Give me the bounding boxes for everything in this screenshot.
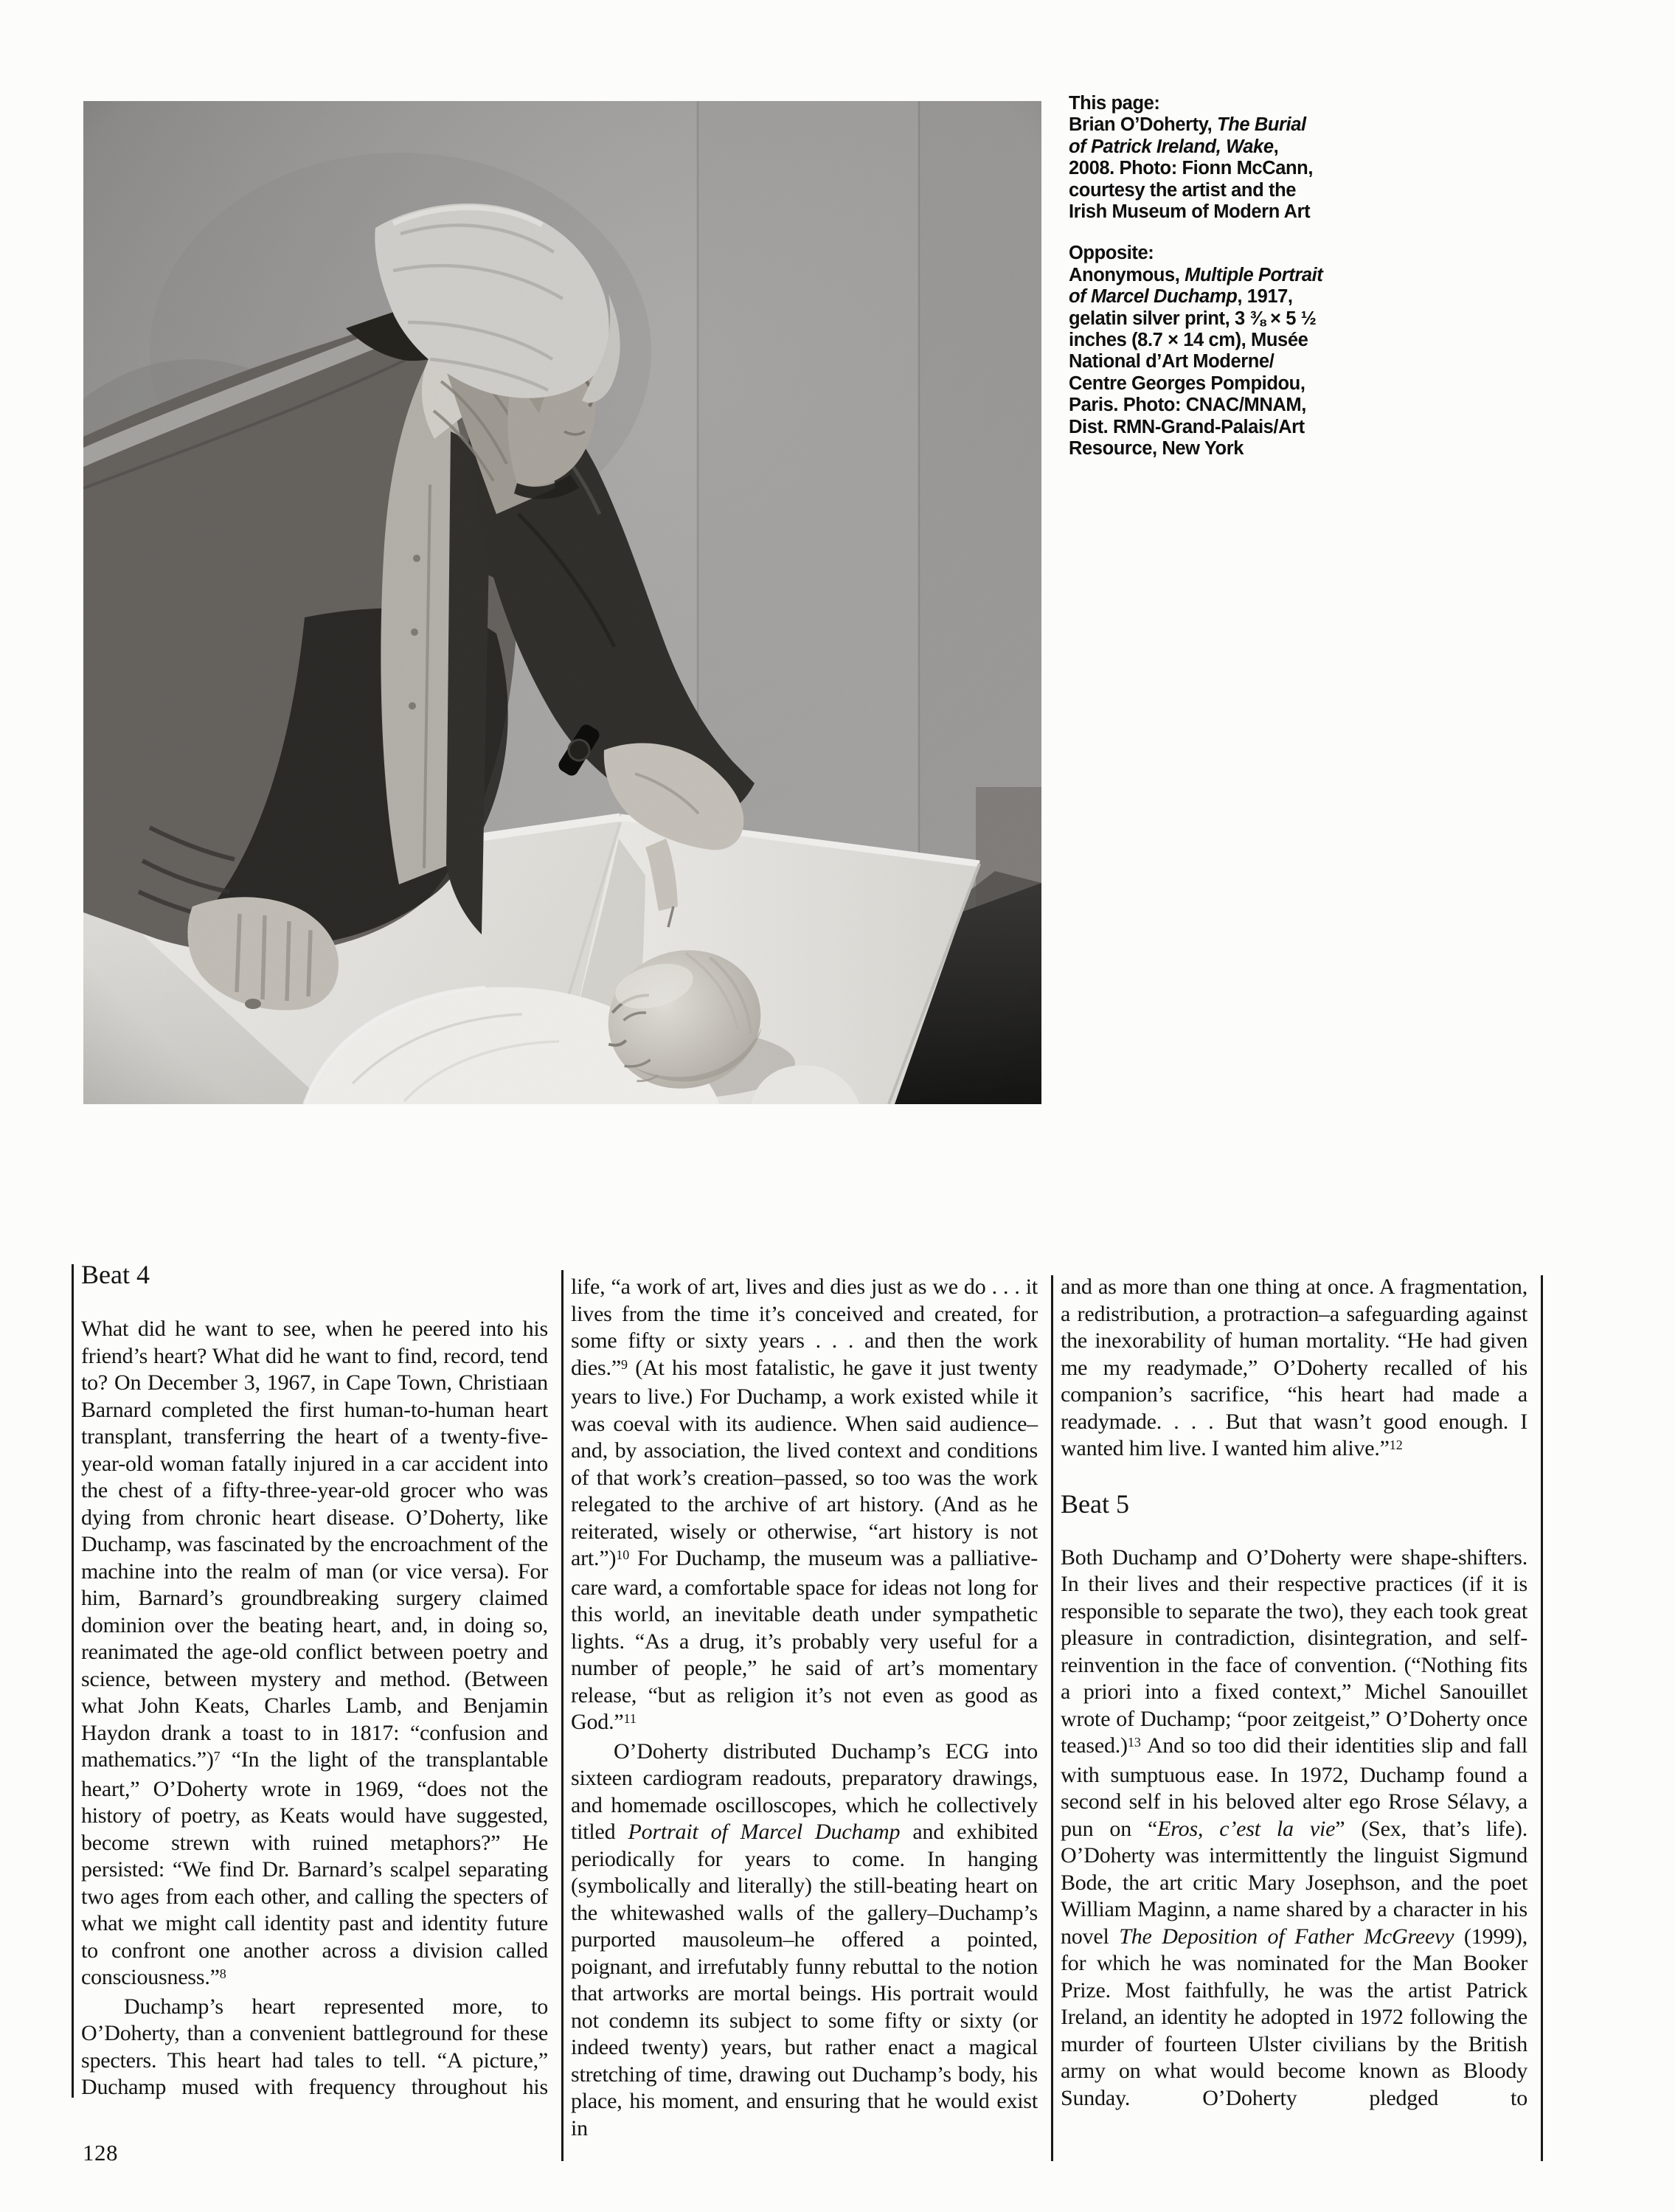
column-rule-middle-1 [561,1270,563,2161]
caption-line [1069,417,1511,438]
text-run: inches (8.7 × 14 cm), Musée [1069,330,1308,351]
text-run: Opposite: [1069,243,1154,264]
text-run: life, “a work of art, lives and dies just as we do . . . it lives from the time it’s conceived and created, for some fifty or sixty years . . . and then the work dies.” [571,1275,1038,1380]
body-paragraph [81,1994,548,2101]
footnote-marker: 10 [616,1547,630,1563]
text-run: , 1917, [1237,286,1293,308]
caption-line [1069,158,1511,179]
footnote-marker: 8 [219,1966,226,1982]
text-column-3 [1061,1274,1527,2112]
body-paragraph [571,1738,1038,2143]
text-run: This page: [1069,93,1160,114]
text-run: (1999), for which he was nominated for the Man Booker Prize. Most faithfully, he was the artist Patrick Ireland, an identity he adopted in 1972 following the murder of fourteen Ulster civilians by the British army on what would become known as Bloody Sunday. O’Doherty pledged to [1061,1924,1528,2110]
text-run: Duchamp’s heart represented more, to O’Doherty, than a convenient battleground for these specters. This heart had tales to tell. “A picture,” Duchamp mused with frequency throughout his [81,1994,548,2099]
caption-line [1069,243,1511,264]
body-paragraph [1061,1274,1527,1465]
italic-title: Portrait of Marcel Duchamp [628,1820,901,1844]
caption-line [1069,351,1511,372]
text-run: Paris. Photo: CNAC/MNAM, [1069,395,1306,416]
body-paragraph [81,1316,548,1994]
text-run: And so too did their identities slip and fall with sumptuous ease. In 1972, Duchamp found a second self in his beloved alter ego Rrose Sélavy, a pun on “ [1061,1733,1527,1841]
text-run: Anonymous, [1069,264,1185,285]
column-rule-right [1541,1275,1543,2161]
text-run: Resource, New York [1069,438,1244,460]
caption-line [1069,308,1511,330]
italic-title: The Burial [1217,114,1306,136]
text-run: For Duchamp, the museum was a palliative-care ward, a comfortable space for ideas not long for this world, an inevitable death under sympathetic lights. “As a drug, it’s probably very useful for a number of people,” he said of art’s momentary release, “but as religion it’s not even as good as God.” [571,1546,1038,1734]
beat-heading: Beat 4 [81,1260,150,1289]
text-run: 2008. Photo: Fionn McCann, [1069,158,1314,179]
text-run: Dist. RMN-Grand-Palais/Art [1069,416,1305,437]
photo-captions [1069,93,1511,480]
text-run: gelatin silver print, 3 ⅜ × 5 ½ [1069,308,1317,329]
caption-line [1069,201,1511,223]
caption-line [1069,373,1511,395]
photo-illustration [83,101,1041,1104]
caption-line [1069,265,1511,286]
footnote-marker: 13 [1127,1735,1141,1750]
caption-line [1069,286,1511,308]
italic-title: Multiple Portrait [1185,264,1323,285]
text-run: and exhibited periodically for years to come. In hanging (symbolically and literally) the still-beating heart on the whitewashed walls of the gallery–Duchamp’s purported mausoleum–he offered a pointed, poignant, and irrefutably funny rebuttal to the notion that artworks are mortal beings. His portrait would not condemn its subject to some fifty or sixty (or indeed twenty) years, but rather enact a magical stretching of time, drawing out Duchamp’s body, his place, his moment, and ensuring that he would exist in [571,1820,1038,2140]
text-run: courtesy the artist and the [1069,179,1297,201]
italic-title: The Deposition of Father McGreevy [1119,1924,1454,1949]
column-rule-left [72,1264,74,2098]
caption-line [1069,395,1511,416]
footnote-marker: 11 [623,1711,637,1727]
italic-title: of Marcel Duchamp [1069,286,1238,308]
footnote-marker: 9 [620,1356,628,1372]
text-run: , [1273,136,1279,157]
text-run: and as more than one thing at once. A fragmentation, a redistribution, a protraction–a safeguarding against the inexorability of human mortality. “He had given me my readymade,” O’Doherty recalled of his companion’s sacrifice, “his heart had made a readymade. . . . But that wasn’t good enough. I wanted him live. I wanted him alive.” [1061,1275,1527,1460]
film-grain [83,101,1041,1104]
italic-title: Eros, c’est la vie [1157,1816,1336,1841]
text-run: Centre Georges Pompidou, [1069,372,1305,394]
caption-line [1069,180,1511,201]
footnote-marker: 12 [1389,1438,1403,1453]
text-run: (At his most fatalistic, he gave it just twenty years to live.) For Duchamp, a work existed while it was coeval with its audience. When said audience–and, by association, the lived context and conditions of that work’s creation–passed, so too was the work relegated to the archive of art history. (And as he reiterated, wisely or otherwise, “art history is not art.”) [571,1355,1038,1570]
page-number: 128 [83,2140,118,2166]
text-run: National d’Art Moderne/ [1069,351,1275,372]
caption-block [1069,93,1511,223]
italic-title: of Patrick Ireland, Wake [1069,136,1274,157]
footnote-marker: 7 [213,1749,221,1764]
caption-line [1069,438,1511,460]
caption-line [1069,136,1511,158]
text-run: O’Doherty distributed Duchamp’s ECG into sixteen cardiogram readouts, preparatory drawings, and homemade oscilloscopes, which he collectively titled [571,1738,1038,1844]
caption-block [1069,243,1511,460]
photo-burial-of-patrick-ireland-wake [83,101,1041,1104]
text-run: Irish Museum of Modern Art [1069,201,1311,223]
text-run: Brian O’Doherty, [1069,114,1218,136]
text-run: Both Duchamp and O’Doherty were shape-shifters. In their lives and their respective practices (if it is responsible to separate the two), they each took great pleasure in contradiction, disintegration, and self-reinvention in the face of convention. (“Nothing fits a priori into a fixed context,” Michel Sanouillet wrote of Duchamp; “poor zeitgeist,” O’Doherty once teased.) [1061,1544,1527,1758]
text-column-2 [571,1274,1038,2142]
text-run: What did he want to see, when he peered into his friend’s heart? What did he want to find, record, tend to? On December 3, 1967, in Cape Town, Christiaan Barnard completed the first human-to-human heart transplant, transferring the heart of a twenty-five-year-old woman fatally injured in a car accident into the chest of a fifty-three-year-old grocer who was dying from chronic heart disease. O’Doherty, like Duchamp, was fascinated by the encroachment of the machine into the realm of man (or vice versa). For him, Barnard’s groundbreaking surgery claimed dominion over the beating heart, and, in doing so, reanimated the age-old conflict between poetry and science, between mystery and method. (Between what John Keats, Charles Lamb, and Benjamin Haydon drank a toast to in 1817: “confusion and mathematics.”) [81,1317,548,1772]
column-rule-middle-2 [1051,1275,1053,2161]
text-column-1 [81,1260,548,2101]
caption-line [1069,114,1511,136]
body-paragraph [571,1274,1038,1738]
text-run: ” (Sex, that’s life). O’Doherty was intermittently the linguist Sigmund Bode, the art critic Mary Josephson, and the poet William Maginn, a name shared by a character in his novel [1061,1816,1527,1949]
caption-line [1069,330,1511,351]
body-paragraph [1061,1544,1527,2112]
text-run: “In the light of the transplantable heart,” O’Doherty wrote in 1969, “does not the history of poetry, as Keats would have suggested, become strewn with ruined metaphors?” He persisted: “We find Dr. Barnard’s scalpel separating two ages from each other, and calling the specters of what we might call identity past and identity future to confront one another across a division called consciousness.” [81,1747,548,1989]
caption-line [1069,93,1511,114]
beat-heading: Beat 5 [1061,1488,1129,1519]
